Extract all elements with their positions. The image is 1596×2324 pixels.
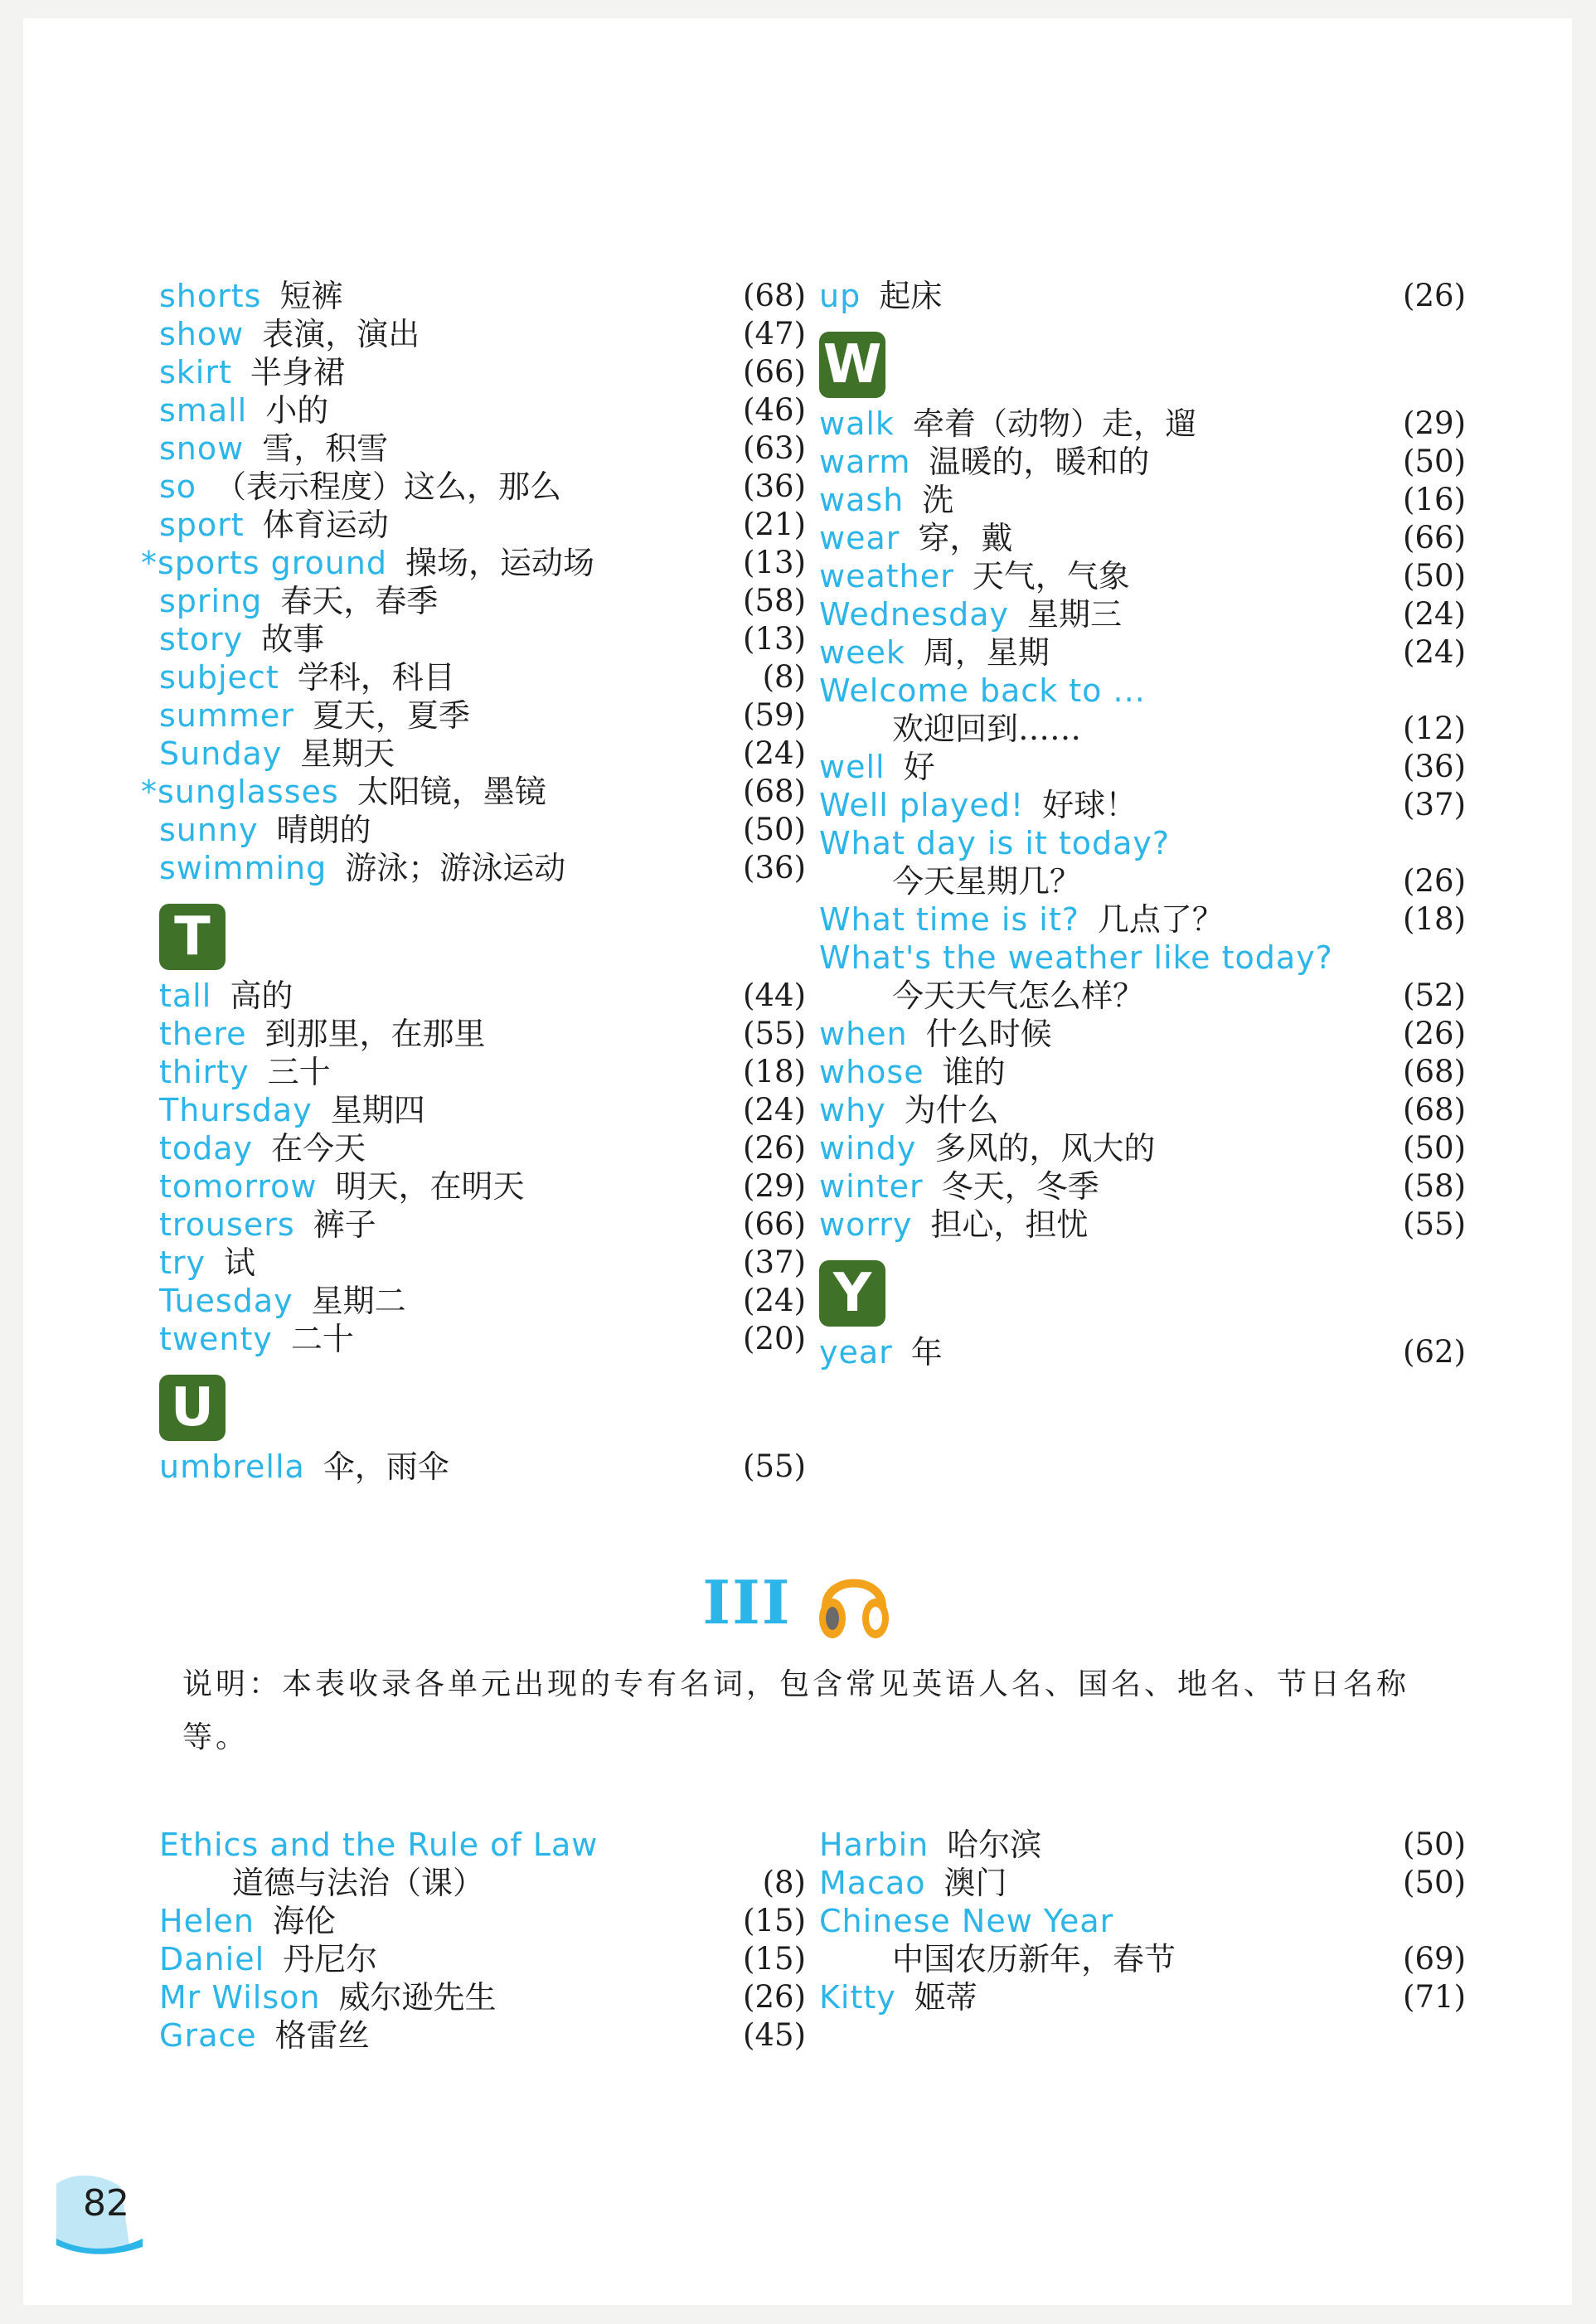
entry-page-ref: (71) xyxy=(1403,1979,1466,2015)
entry-english: Helen xyxy=(159,1903,255,1939)
entry-chinese: 操场，运动场 xyxy=(405,545,595,581)
entry-page-ref: (12) xyxy=(1403,711,1466,746)
entry-chinese: 伞，雨伞 xyxy=(323,1448,449,1485)
entry-page-ref: (36) xyxy=(743,468,806,504)
glossary-entry xyxy=(819,1129,1466,1167)
entry-chinese: 半身裙 xyxy=(250,354,345,391)
entry-page-ref: (50) xyxy=(1403,1865,1466,1900)
entry-page-ref: (16) xyxy=(1403,482,1466,517)
entry-chinese: 太阳镜，墨镜 xyxy=(357,774,546,810)
entry-english: whose xyxy=(819,1054,924,1090)
group-y xyxy=(819,1333,1466,1371)
entry-page-ref: (55) xyxy=(743,1448,806,1484)
glossary-entry xyxy=(159,1320,806,1358)
glossary-entry xyxy=(819,1940,1466,1978)
glossary-entry xyxy=(159,506,806,544)
entry-english: well xyxy=(819,749,885,785)
entry-page-ref: (66) xyxy=(1403,520,1466,556)
entry-english: snow xyxy=(159,430,245,467)
entry-chinese: 洗 xyxy=(922,482,954,518)
glossary-entry xyxy=(819,1978,1466,2016)
glossary-entry xyxy=(159,1940,806,1978)
glossary-entry xyxy=(819,277,1466,315)
group-t xyxy=(159,977,806,1358)
entry-page-ref: (13) xyxy=(743,545,806,580)
entry-english: Tuesday xyxy=(159,1283,293,1319)
entry-page-ref: (50) xyxy=(1403,1827,1466,1862)
entry-page-ref: (58) xyxy=(1403,1168,1466,1204)
entry-chinese: 格雷丝 xyxy=(274,2017,370,2054)
entry-english: *sports ground xyxy=(141,545,388,581)
page-number: 82 xyxy=(83,2182,129,2225)
glossary-right-column xyxy=(819,277,1466,1371)
entry-page-ref: (15) xyxy=(743,1941,806,1977)
entry-english: today xyxy=(159,1130,254,1167)
entry-page-ref: (15) xyxy=(743,1903,806,1938)
entry-page-ref: (26) xyxy=(743,1979,806,2015)
entry-english: spring xyxy=(159,583,263,619)
glossary-entry xyxy=(159,582,806,620)
glossary-entry xyxy=(159,277,806,315)
glossary-entry xyxy=(159,468,806,506)
group-proper-right xyxy=(819,1826,1466,2016)
glossary-entry xyxy=(159,1902,806,1940)
entry-page-ref: (26) xyxy=(743,1130,806,1166)
entry-english: there xyxy=(159,1016,247,1052)
letter-badge-w: W xyxy=(819,332,885,398)
glossary-entry xyxy=(159,1244,806,1282)
entry-english: weather xyxy=(819,558,954,594)
entry-page-ref: (50) xyxy=(1403,1130,1466,1166)
entry-page-ref: (24) xyxy=(743,1092,806,1128)
entry-chinese: 到那里，在那里 xyxy=(264,1016,486,1052)
entry-english: Grace xyxy=(159,2017,257,2054)
entry-page-ref: (37) xyxy=(1403,787,1466,822)
entry-page-ref: (58) xyxy=(743,583,806,619)
entry-english: tomorrow xyxy=(159,1168,318,1205)
entry-chinese: 故事 xyxy=(261,621,325,657)
section-roman-numeral: III xyxy=(702,1566,792,1637)
entry-page-ref: (24) xyxy=(1403,634,1466,670)
entry-english: tall xyxy=(159,978,212,1014)
entry-chinese: 谁的 xyxy=(942,1054,1006,1090)
entry-page-ref: (66) xyxy=(743,1206,806,1242)
glossary-entry xyxy=(159,658,806,696)
headphones-icon xyxy=(814,1557,894,1647)
entry-page-ref: (26) xyxy=(1403,278,1466,313)
entry-chinese: 裤子 xyxy=(313,1206,376,1243)
letter-badge-t: T xyxy=(159,904,226,970)
entry-chinese: 晴朗的 xyxy=(276,812,371,848)
entry-chinese: 起床 xyxy=(879,278,943,314)
entry-chinese: 道德与法治（课） xyxy=(232,1865,485,1901)
entry-page-ref: (18) xyxy=(1403,901,1466,937)
entry-chinese: 中国农历新年，春节 xyxy=(892,1941,1176,1977)
glossary-entry xyxy=(159,1091,806,1129)
group-w xyxy=(819,405,1466,1244)
entry-chinese: 天气，气象 xyxy=(972,558,1130,594)
entry-chinese: 今天天气怎么样？ xyxy=(892,978,1145,1014)
entry-chinese: 春天，春季 xyxy=(280,583,439,619)
glossary-entry xyxy=(819,977,1466,1015)
entry-chinese: 星期二 xyxy=(311,1283,406,1319)
entry-english: so xyxy=(159,468,197,505)
glossary-entry xyxy=(819,1333,1466,1371)
entry-page-ref: (55) xyxy=(743,1016,806,1051)
entry-english: What day is it today? xyxy=(819,825,1171,861)
entry-page-ref: (50) xyxy=(1403,558,1466,594)
entry-page-ref: (21) xyxy=(743,507,806,542)
entry-chinese: 星期天 xyxy=(300,735,395,772)
entry-page-ref: (50) xyxy=(743,812,806,847)
entry-page-ref: (29) xyxy=(1403,405,1466,441)
glossary-entry xyxy=(159,849,806,887)
entry-chinese: 好球！ xyxy=(1042,787,1138,823)
entry-page-ref: (18) xyxy=(743,1054,806,1089)
entry-english: shorts xyxy=(159,278,262,314)
entry-chinese: 试 xyxy=(224,1244,256,1281)
entry-page-ref: (26) xyxy=(1403,1016,1466,1051)
entry-english: Chinese New Year xyxy=(819,1903,1114,1939)
entry-chinese: 多风的，风大的 xyxy=(934,1130,1156,1167)
glossary-entry xyxy=(819,1091,1466,1129)
entry-page-ref: (24) xyxy=(743,1283,806,1318)
entry-page-ref: (52) xyxy=(1403,978,1466,1013)
entry-english: swimming xyxy=(159,850,327,886)
entry-english: try xyxy=(159,1244,206,1281)
entry-chinese: 游泳；游泳运动 xyxy=(345,850,566,886)
group-s xyxy=(141,277,806,887)
entry-chinese: 雪，积雪 xyxy=(262,430,389,467)
entry-page-ref: (8) xyxy=(762,659,806,695)
entry-chinese: 小的 xyxy=(265,392,329,429)
entry-english: Harbin xyxy=(819,1827,929,1863)
entry-page-ref: (36) xyxy=(743,850,806,885)
entry-page-ref: (8) xyxy=(762,1865,806,1900)
entry-page-ref: (47) xyxy=(743,316,806,352)
entry-english: *sunglasses xyxy=(141,774,339,810)
glossary-entry xyxy=(819,1902,1466,1940)
section-note: 说明：本表收录各单元出现的专有名词，包含常见英语人名、国名、地名、节日名称等。 xyxy=(182,1667,1410,1754)
entry-chinese: 什么时候 xyxy=(925,1016,1052,1052)
glossary-entry xyxy=(819,519,1466,557)
glossary-entry xyxy=(819,1167,1466,1206)
glossary-entry xyxy=(819,1053,1466,1091)
entry-page-ref: (26) xyxy=(1403,863,1466,899)
entry-english: small xyxy=(159,392,248,429)
entry-chinese: 澳门 xyxy=(944,1865,1007,1901)
entry-page-ref: (68) xyxy=(743,278,806,313)
entry-page-ref: (68) xyxy=(1403,1054,1466,1089)
entry-page-ref: (69) xyxy=(1403,1941,1466,1977)
entry-chinese: 星期三 xyxy=(1027,596,1123,633)
glossary-entry xyxy=(819,710,1466,748)
entry-chinese: 高的 xyxy=(230,978,293,1014)
entry-english: worry xyxy=(819,1206,913,1243)
entry-english: winter xyxy=(819,1168,924,1205)
entry-english: Ethics and the Rule of Law xyxy=(159,1827,599,1863)
glossary-entry xyxy=(819,481,1466,519)
entry-page-ref: (50) xyxy=(1403,444,1466,479)
glossary-entry xyxy=(159,1826,806,1864)
entry-page-ref: (13) xyxy=(743,621,806,657)
entry-english: Well played! xyxy=(819,787,1025,823)
glossary-entry xyxy=(819,748,1466,786)
entry-english: year xyxy=(819,1334,893,1371)
entry-page-ref: (36) xyxy=(1403,749,1466,784)
entry-page-ref: (37) xyxy=(743,1244,806,1280)
entry-page-ref: (68) xyxy=(743,774,806,809)
entry-english: wash xyxy=(819,482,905,518)
entry-page-ref: (24) xyxy=(743,735,806,771)
glossary-entry xyxy=(159,620,806,658)
entry-chinese: 今天星期几？ xyxy=(892,863,1082,900)
entry-chinese: 丹尼尔 xyxy=(283,1941,378,1977)
entry-page-ref: (66) xyxy=(743,354,806,390)
entry-english: windy xyxy=(819,1130,917,1167)
entry-chinese: 学科，科目 xyxy=(297,659,455,696)
glossary-entry xyxy=(159,1053,806,1091)
letter-badge-y: Y xyxy=(819,1260,885,1327)
entry-chinese: 表演，演出 xyxy=(262,316,420,352)
entry-english: week xyxy=(819,634,905,671)
glossary-entry xyxy=(159,429,806,468)
entry-english: Wednesday xyxy=(819,596,1010,633)
glossary-entry xyxy=(819,443,1466,481)
letter-badge-u: U xyxy=(159,1375,226,1441)
glossary-entry xyxy=(159,696,806,735)
glossary-entry xyxy=(159,1978,806,2016)
entry-page-ref: (29) xyxy=(743,1168,806,1204)
entry-page-ref: (24) xyxy=(1403,596,1466,632)
entry-chinese: 在今天 xyxy=(271,1130,366,1167)
entry-english: show xyxy=(159,316,245,352)
entry-chinese: 为什么 xyxy=(904,1092,999,1128)
entry-english: subject xyxy=(159,659,279,696)
glossary-entry xyxy=(159,391,806,429)
entry-english: trousers xyxy=(159,1206,295,1243)
group-proper-left xyxy=(159,1826,806,2055)
glossary-entry xyxy=(141,773,806,811)
glossary-entry xyxy=(819,1826,1466,1864)
entry-chinese: 姬蒂 xyxy=(914,1979,977,2016)
glossary-entry xyxy=(141,544,806,582)
entry-chinese: 好 xyxy=(903,749,935,785)
glossary-entry xyxy=(159,1282,806,1320)
entry-chinese: 三十 xyxy=(267,1054,331,1090)
glossary-entry xyxy=(819,900,1466,939)
glossary-entry xyxy=(159,811,806,849)
entry-english: summer xyxy=(159,697,294,734)
entry-english: Sunday xyxy=(159,735,283,772)
glossary-entry xyxy=(819,672,1466,710)
entry-chinese: 哈尔滨 xyxy=(947,1827,1042,1863)
glossary-entry xyxy=(819,1864,1466,1902)
glossary-entry xyxy=(159,1206,806,1244)
entry-english: Kitty xyxy=(819,1979,896,2016)
glossary-entry xyxy=(819,1015,1466,1053)
glossary-entry xyxy=(819,633,1466,672)
entry-chinese: 体育运动 xyxy=(262,507,389,543)
glossary-entry xyxy=(159,2016,806,2055)
glossary-entry xyxy=(819,595,1466,633)
entry-chinese: 穿，戴 xyxy=(918,520,1013,556)
entry-english: Daniel xyxy=(159,1941,265,1977)
entry-english: skirt xyxy=(159,354,232,391)
entry-page-ref: (44) xyxy=(743,978,806,1013)
entry-page-ref: (55) xyxy=(1403,1206,1466,1242)
page-number-tab xyxy=(50,2156,158,2255)
entry-chinese: 年 xyxy=(910,1334,943,1371)
entry-page-ref: (62) xyxy=(1403,1334,1466,1370)
section-iii-header xyxy=(0,1557,1596,1647)
glossary-entry xyxy=(819,939,1466,977)
entry-english: twenty xyxy=(159,1321,273,1357)
entry-chinese: 星期四 xyxy=(330,1092,425,1128)
glossary-entry xyxy=(819,1206,1466,1244)
entry-chinese: 周，星期 xyxy=(923,634,1050,671)
entry-english: sunny xyxy=(159,812,259,848)
entry-page-ref: (20) xyxy=(743,1321,806,1356)
entry-english: warm xyxy=(819,444,911,480)
entry-english: sport xyxy=(159,507,245,543)
entry-page-ref: (46) xyxy=(743,392,806,428)
entry-chinese: 担心，担忧 xyxy=(930,1206,1089,1243)
entry-chinese: 欢迎回到…… xyxy=(892,711,1082,747)
entry-english: Mr Wilson xyxy=(159,1979,321,2016)
entry-page-ref: (68) xyxy=(1403,1092,1466,1128)
entry-chinese: 冬天，冬季 xyxy=(941,1168,1099,1205)
entry-english: What's the weather like today? xyxy=(819,939,1333,976)
entry-english: Welcome back to ... xyxy=(819,672,1146,709)
entry-chinese: （表示程度）这么，那么 xyxy=(215,468,562,505)
entry-english: thirty xyxy=(159,1054,250,1090)
entry-chinese: 几点了？ xyxy=(1097,901,1224,938)
entry-page-ref: (45) xyxy=(743,2017,806,2053)
entry-chinese: 明天，在明天 xyxy=(335,1168,525,1205)
glossary-entry xyxy=(819,557,1466,595)
entry-english: up xyxy=(819,278,861,314)
glossary-entry xyxy=(159,1015,806,1053)
entry-english: story xyxy=(159,621,244,657)
entry-chinese: 短裤 xyxy=(279,278,343,314)
proper-nouns-right xyxy=(819,1826,1466,2016)
entry-chinese: 夏天，夏季 xyxy=(312,697,470,734)
entry-page-ref: (63) xyxy=(743,430,806,466)
glossary-entry xyxy=(159,977,806,1015)
glossary-entry xyxy=(159,353,806,391)
glossary-entry xyxy=(159,735,806,773)
glossary-entry xyxy=(159,1448,806,1486)
entry-english: when xyxy=(819,1016,908,1052)
entry-page-ref: (59) xyxy=(743,697,806,733)
entry-english: Thursday xyxy=(159,1092,313,1128)
entry-english: wear xyxy=(819,520,900,556)
entry-chinese: 牵着（动物）走，遛 xyxy=(912,405,1196,442)
entry-chinese: 威尔逊先生 xyxy=(338,1979,497,2016)
glossary-left-column xyxy=(141,277,806,1486)
entry-chinese: 温暖的，暖和的 xyxy=(929,444,1150,480)
group-u-right xyxy=(819,277,1466,315)
entry-english: walk xyxy=(819,405,895,442)
glossary-entry xyxy=(819,824,1466,862)
glossary-entry xyxy=(159,315,806,353)
entry-chinese: 海伦 xyxy=(272,1903,336,1939)
group-u-left xyxy=(159,1448,806,1486)
proper-nouns-left xyxy=(159,1826,806,2055)
glossary-entry xyxy=(819,405,1466,443)
entry-english: why xyxy=(819,1092,886,1128)
glossary-entry xyxy=(159,1167,806,1206)
entry-english: What time is it? xyxy=(819,901,1079,938)
entry-english: umbrella xyxy=(159,1448,305,1485)
entry-chinese: 二十 xyxy=(290,1321,354,1357)
glossary-entry xyxy=(159,1864,806,1902)
entry-english: Macao xyxy=(819,1865,926,1901)
glossary-entry xyxy=(819,786,1466,824)
glossary-entry xyxy=(159,1129,806,1167)
glossary-entry xyxy=(819,862,1466,900)
